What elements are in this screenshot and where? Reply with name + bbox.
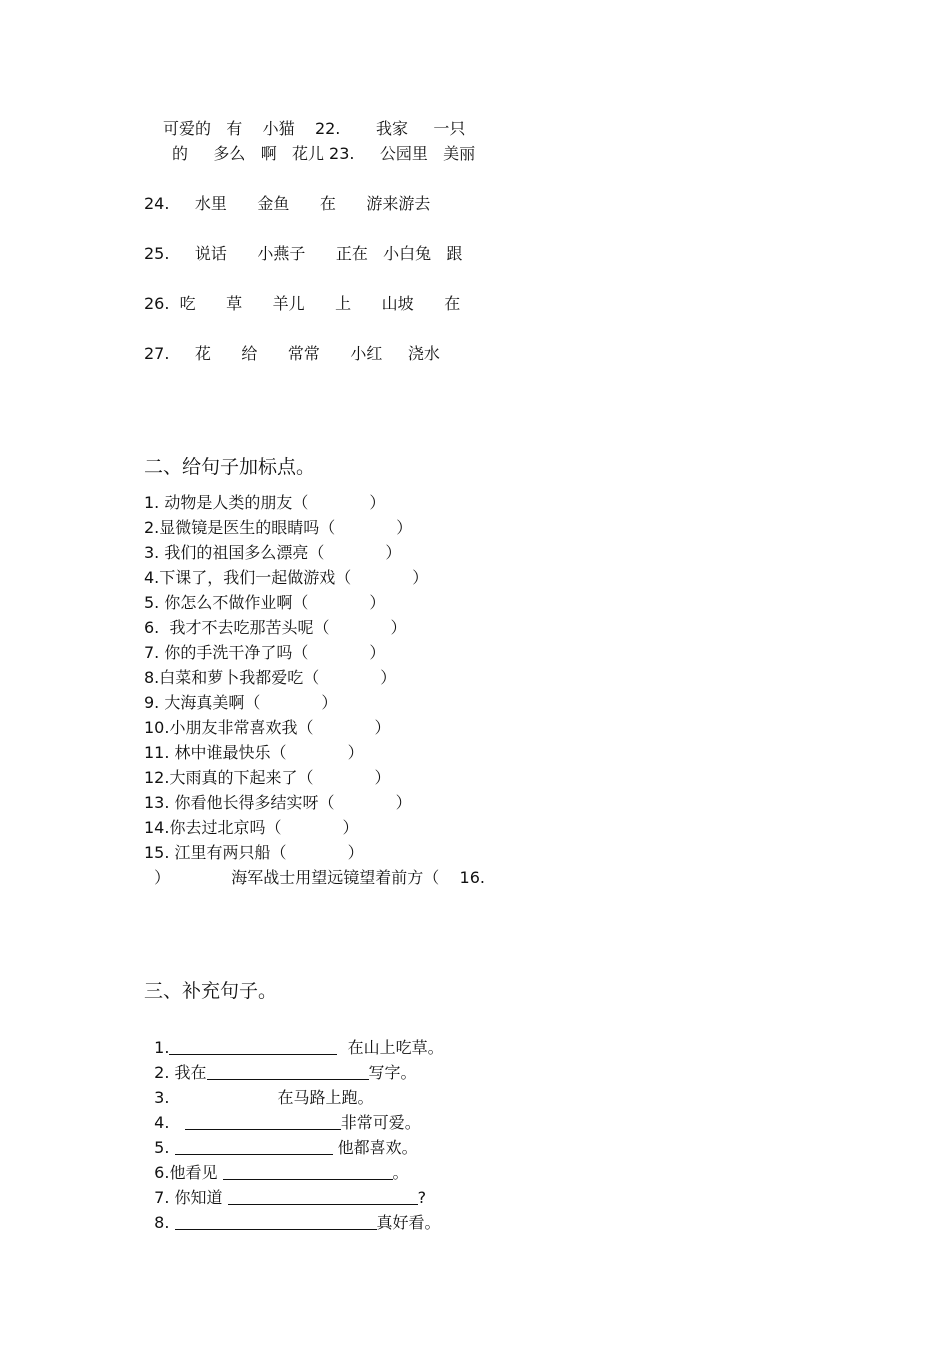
reorder-line-23: 的 多么 啊 花儿 23. 公园里 美丽 <box>172 144 476 163</box>
punctuation-item-8: 8.白菜和萝卜我都爱吃（ ） <box>144 668 397 687</box>
complete-item-prefix: 7. 你知道 <box>154 1188 228 1207</box>
complete-item-8 <box>144 1193 441 1233</box>
complete-item-prefix: 3. <box>154 1088 170 1107</box>
punctuation-item-12: 12.大雨真的下起来了（ ） <box>144 768 391 787</box>
punctuation-item-16: ） 海军战士用望远镜望着前方（ 16. <box>144 868 485 887</box>
section-heading-complete: 三、补充句子。 <box>144 980 278 1002</box>
complete-item-suffix: 他都喜欢。 <box>332 1138 418 1157</box>
complete-item-prefix: 1. <box>154 1038 170 1057</box>
section-heading-punctuation: 二、给句子加标点。 <box>144 456 316 478</box>
reorder-line-25: 25. 说话 小燕子 正在 小白兔 跟 <box>144 244 463 263</box>
punctuation-item-3: 3. 我们的祖国多么漂亮（ ） <box>144 543 402 562</box>
punctuation-item-1: 1. 动物是人类的朋友（ ） <box>144 493 386 512</box>
complete-item-prefix: 8. <box>154 1213 175 1232</box>
complete-item-suffix: 非常可爱。 <box>340 1113 421 1132</box>
punctuation-item-9: 9. 大海真美啊（ ） <box>144 693 338 712</box>
punctuation-item-7: 7. 你的手洗干净了吗（ ） <box>144 643 386 662</box>
complete-item-prefix: 6.他看见 <box>154 1163 223 1182</box>
complete-item-prefix: 2. 我在 <box>154 1063 207 1082</box>
complete-item-suffix: 写字。 <box>368 1063 417 1082</box>
complete-item-suffix: 在马路上跑。 <box>277 1088 374 1107</box>
punctuation-item-15: 15. 江里有两只船（ ） <box>144 843 364 862</box>
punctuation-item-5: 5. 你怎么不做作业啊（ ） <box>144 593 386 612</box>
complete-item-prefix: 4. <box>154 1113 185 1132</box>
punctuation-item-14: 14.你去过北京吗（ ） <box>144 818 359 837</box>
reorder-line-26: 26. 吃 草 羊儿 上 山坡 在 <box>144 294 461 313</box>
complete-item-suffix: 在山上吃草。 <box>337 1038 444 1057</box>
punctuation-item-10: 10.小朋友非常喜欢我（ ） <box>144 718 391 737</box>
reorder-line-27: 27. 花 给 常常 小红 浇水 <box>144 344 440 363</box>
complete-item-suffix: 。 <box>392 1163 409 1182</box>
punctuation-item-2: 2.显微镜是医生的眼睛吗（ ） <box>144 518 413 537</box>
complete-item-suffix: ? <box>417 1188 427 1207</box>
punctuation-item-6: 6. 我才不去吃那苦头呢（ ） <box>144 618 407 637</box>
complete-item-suffix: 真好看。 <box>376 1213 441 1232</box>
complete-item-prefix: 5. <box>154 1138 175 1157</box>
reorder-line-24: 24. 水里 金鱼 在 游来游去 <box>144 194 431 213</box>
punctuation-item-11: 11. 林中谁最快乐（ ） <box>144 743 364 762</box>
reorder-line-22: 可爱的 有 小猫 22. 我家 一只 <box>163 119 466 138</box>
punctuation-item-4: 4.下课了，我们一起做游戏（ ） <box>144 568 429 587</box>
punctuation-item-13: 13. 你看他长得多结实呀（ ） <box>144 793 412 812</box>
answer-blank[interactable] <box>175 1213 377 1230</box>
